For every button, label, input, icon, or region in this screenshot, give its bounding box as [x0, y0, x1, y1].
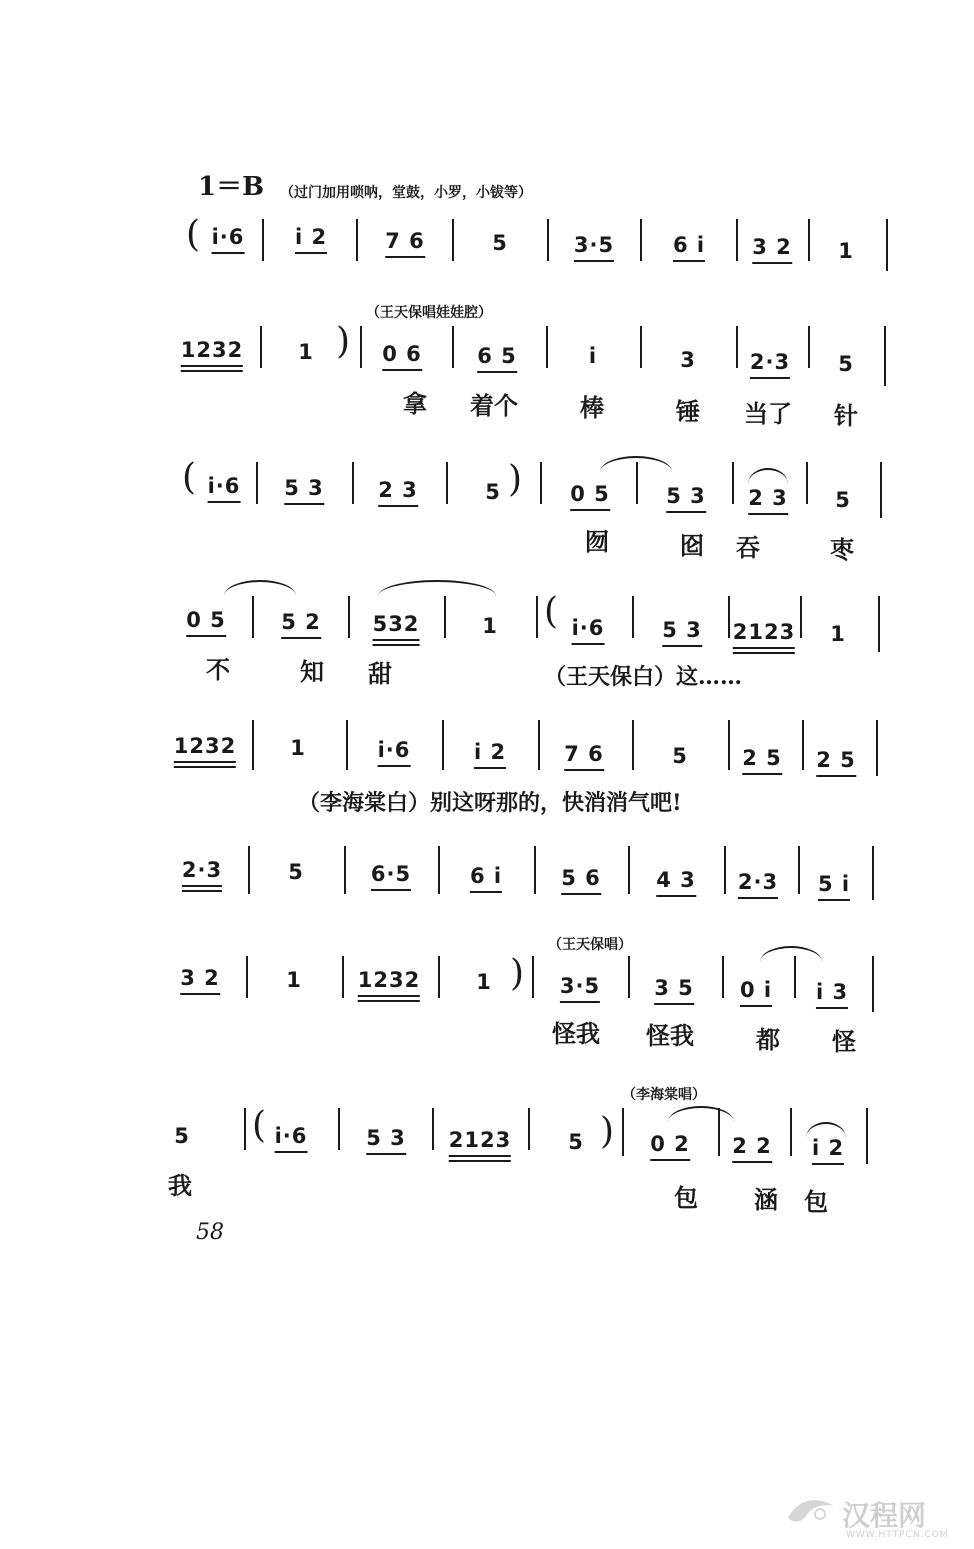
- barline: [722, 956, 724, 998]
- slur: [224, 580, 296, 596]
- measure: 2123: [449, 1128, 511, 1157]
- key-signature: 1＝B: [198, 172, 265, 202]
- barline: [632, 720, 634, 770]
- lyric: 涵: [754, 1185, 778, 1214]
- barline: [802, 720, 804, 770]
- spoken-line: （李海棠白）别这呀那的，快消消气吧!: [298, 790, 682, 816]
- measure: 5 6: [561, 866, 601, 895]
- staff-system-7: [0, 952, 974, 1062]
- barline: [724, 846, 726, 894]
- barline: [344, 846, 346, 894]
- measure: i 2: [812, 1136, 844, 1165]
- barline: [736, 326, 738, 368]
- page-number: 58: [196, 1220, 224, 1245]
- barline: [248, 846, 250, 894]
- measure: i·6: [208, 474, 241, 503]
- measure: 5: [492, 231, 508, 255]
- measure: 0 5: [186, 608, 226, 637]
- slur: [668, 1106, 734, 1122]
- barline: [452, 219, 454, 261]
- staff-system-2: [0, 322, 974, 432]
- measure: 0 5: [570, 482, 610, 511]
- measure: 1: [476, 970, 492, 994]
- measure: i: [588, 344, 598, 368]
- close-paren: ): [510, 953, 525, 994]
- barline: [794, 956, 796, 998]
- close-paren: ): [508, 459, 523, 500]
- barline: [346, 720, 348, 770]
- measure: 1: [482, 614, 498, 638]
- barline: [452, 326, 454, 368]
- measure: 1232: [174, 734, 236, 763]
- singer-note: （王天保唱）: [548, 937, 632, 953]
- barline: [880, 462, 882, 518]
- staff-system-8: [0, 1104, 974, 1214]
- barline: [884, 326, 886, 386]
- measure: 2·3: [750, 350, 790, 379]
- measure: 4 3: [656, 868, 696, 897]
- barline: [808, 219, 810, 261]
- measure: i·6: [212, 225, 245, 254]
- lyric: 针: [834, 401, 858, 430]
- barline: [546, 326, 548, 368]
- barline: [736, 219, 738, 261]
- singer-note: （王天保唱娃娃腔）: [366, 305, 492, 321]
- staff-system-5: [0, 720, 974, 820]
- barline: [438, 956, 440, 998]
- measure: 3: [680, 348, 696, 372]
- measure: i·6: [275, 1124, 308, 1153]
- barline: [352, 462, 354, 504]
- barline: [438, 846, 440, 894]
- lyric: 枣: [830, 535, 854, 564]
- barline: [876, 720, 878, 776]
- barline: [878, 596, 880, 652]
- barline: [622, 1108, 624, 1156]
- barline: [246, 956, 248, 998]
- lyric: 着个: [470, 391, 518, 420]
- measure: 532: [373, 612, 420, 641]
- barline: [800, 596, 802, 638]
- barline: [547, 219, 549, 261]
- lyric: 知: [300, 657, 324, 686]
- lyric: 囫: [585, 527, 609, 556]
- measure: 1232: [181, 338, 243, 367]
- measure: 0 2: [650, 1132, 690, 1161]
- barline: [632, 596, 634, 638]
- measure: 7 6: [564, 742, 604, 771]
- measure: 0 6: [382, 342, 422, 371]
- barline: [628, 956, 630, 998]
- barline: [534, 846, 536, 894]
- measure: 2·3: [182, 858, 222, 887]
- barline: [446, 462, 448, 504]
- measure: 5 2: [281, 610, 321, 639]
- barline: [798, 846, 800, 894]
- measure: i 3: [816, 980, 848, 1009]
- barline: [886, 219, 888, 271]
- measure: 7 6: [385, 229, 425, 258]
- measure: 1: [298, 340, 314, 364]
- measure: 2 5: [742, 746, 782, 775]
- barline: [728, 596, 730, 638]
- measure: 5: [672, 744, 688, 768]
- barline: [872, 846, 874, 900]
- lyric: 包: [804, 1187, 828, 1216]
- staff-system-4: [0, 580, 974, 690]
- barline: [252, 720, 254, 770]
- barline: [338, 1108, 340, 1150]
- measure: 2 2: [732, 1134, 772, 1163]
- measure: 6 i: [470, 864, 502, 893]
- barline: [342, 956, 344, 998]
- watermark-url: WWW.HTTPCN.COM: [846, 1530, 949, 1540]
- barline: [540, 462, 542, 504]
- measure: 5: [174, 1124, 190, 1148]
- measure: 1: [830, 622, 846, 646]
- open-paren: (: [544, 591, 559, 632]
- lyric: 锤: [676, 397, 700, 426]
- measure: 6 i: [673, 233, 705, 262]
- barline: [866, 1108, 868, 1164]
- barline: [808, 326, 810, 368]
- measure: 5: [288, 860, 304, 884]
- measure: 5 i: [818, 872, 850, 901]
- close-paren: ): [336, 321, 351, 362]
- barline: [348, 596, 350, 638]
- barline: [718, 1108, 720, 1156]
- barline: [790, 1108, 792, 1156]
- barline: [536, 596, 538, 638]
- lyric: 都: [756, 1025, 780, 1054]
- lyric: 吞: [736, 533, 760, 562]
- barline: [640, 219, 642, 261]
- measure: i·6: [378, 738, 411, 767]
- barline: [872, 956, 874, 1012]
- measure: 2 3: [748, 486, 788, 515]
- open-paren: (: [186, 214, 201, 255]
- barline: [256, 462, 258, 504]
- barline: [806, 462, 808, 504]
- barline: [538, 720, 540, 770]
- measure: i 2: [295, 225, 327, 254]
- measure: 1: [286, 968, 302, 992]
- measure: 6 5: [477, 344, 517, 373]
- measure: 5 3: [662, 618, 702, 647]
- measure: i 2: [474, 740, 506, 769]
- staff-system-6: [0, 842, 974, 902]
- open-paren: (: [182, 457, 197, 498]
- singer-note: （李海棠唱）: [622, 1087, 706, 1103]
- lyric: 不: [206, 655, 230, 684]
- watermark-logo-icon: [784, 1492, 838, 1528]
- lyric: 怪我: [552, 1019, 600, 1048]
- barline: [442, 720, 444, 770]
- measure: 3 5: [654, 976, 694, 1005]
- measure: 5 3: [666, 484, 706, 513]
- slur: [600, 456, 672, 472]
- lyric: 怪: [832, 1027, 856, 1056]
- measure: 5 3: [366, 1126, 406, 1155]
- watermark-brand: 汉程网: [842, 1499, 927, 1532]
- staff-system-1: [0, 215, 974, 275]
- barline: [532, 956, 534, 998]
- open-paren: (: [252, 1105, 267, 1146]
- instrument-note: （过门加用唢呐，堂鼓，小罗，小钹等）: [280, 185, 532, 201]
- lyric: 拿: [403, 389, 427, 418]
- measure: i·6: [572, 616, 605, 645]
- measure: 5: [835, 488, 851, 512]
- measure: 1232: [358, 968, 420, 997]
- measure: 3·5: [560, 974, 600, 1003]
- measure: 3 2: [180, 966, 220, 995]
- measure: 5 3: [284, 476, 324, 505]
- slur: [378, 580, 496, 596]
- measure: 6·5: [371, 862, 411, 891]
- lyric: 棒: [580, 393, 604, 422]
- barline: [444, 596, 446, 638]
- measure: 2·3: [738, 870, 778, 899]
- barline: [728, 720, 730, 770]
- lyric: 包: [674, 1183, 698, 1212]
- measure: 1: [290, 736, 306, 760]
- measure: 5: [838, 352, 854, 376]
- lyric: 当了: [744, 399, 792, 428]
- barline: [252, 596, 254, 638]
- lyric: 我: [168, 1171, 192, 1200]
- barline: [640, 326, 642, 368]
- measure: 2 3: [378, 478, 418, 507]
- barline: [260, 326, 262, 368]
- barline: [732, 462, 734, 504]
- staff-system-3: [0, 456, 974, 564]
- barline: [432, 1108, 434, 1150]
- barline: [356, 219, 358, 261]
- lyric: 甜: [368, 659, 392, 688]
- measure: 2123: [733, 620, 795, 649]
- spoken-line: （王天保白）这……: [544, 664, 743, 690]
- lyric: 怪我: [646, 1021, 694, 1050]
- slur: [748, 468, 788, 484]
- lyric: 囵: [680, 531, 704, 560]
- measure: 0 i: [740, 978, 772, 1007]
- measure: 5: [485, 480, 501, 504]
- barline: [360, 326, 362, 368]
- barline: [528, 1108, 530, 1150]
- measure: 5: [568, 1130, 584, 1154]
- barline: [244, 1108, 246, 1150]
- measure: 1: [838, 239, 854, 263]
- slur: [760, 946, 822, 962]
- barline: [262, 219, 264, 261]
- measure: 3 2: [752, 235, 792, 264]
- barline: [628, 846, 630, 894]
- measure: 3·5: [574, 233, 614, 262]
- measure: 2 5: [816, 748, 856, 777]
- close-paren: ): [600, 1111, 615, 1152]
